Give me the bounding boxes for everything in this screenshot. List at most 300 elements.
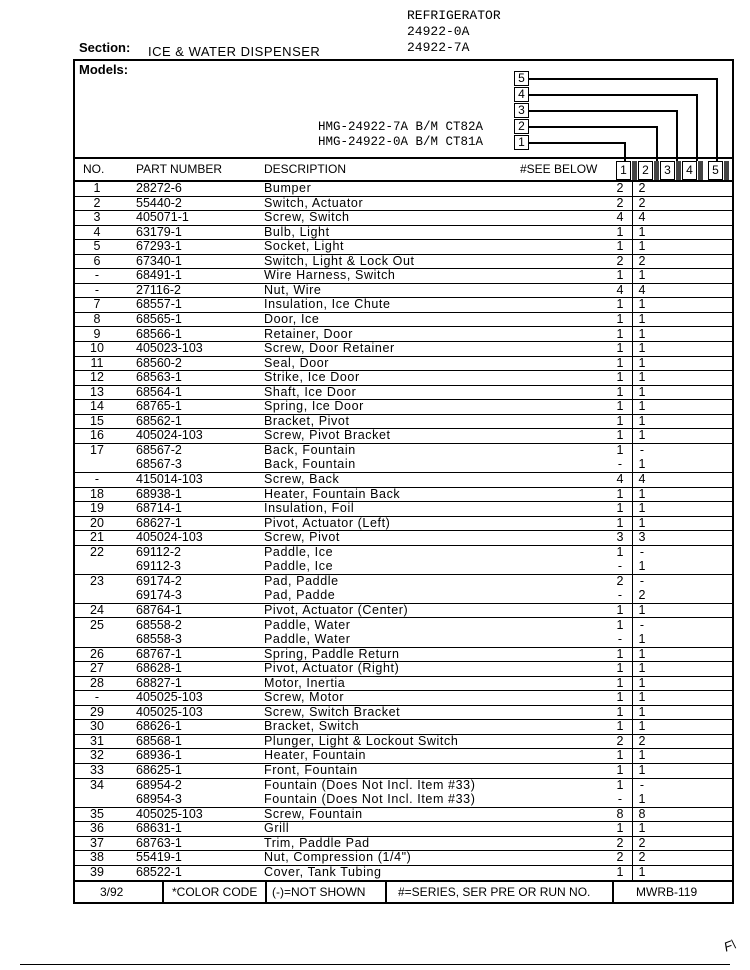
part-description: Paddle, Ice [264,544,334,559]
part-number: 27116-2 [136,282,181,297]
qty-model-1: 1 [616,326,624,341]
qty-model-2: 1 [638,501,646,516]
qty-model-2: 1 [638,719,646,734]
part-description: Shaft, Ice Door [264,384,357,399]
table-row [75,632,732,648]
qty-model-1: - [617,457,623,472]
qty-model-2: - [639,617,645,632]
qty-model-1: 1 [616,428,624,443]
item-number: 29 [90,704,104,719]
part-description: Trim, Paddle Pad [264,835,370,850]
col-header-no: NO. [83,162,105,176]
table-row [75,778,732,793]
part-description: Pivot, Actuator (Center) [264,602,409,617]
leader-line [529,142,625,144]
item-number: 7 [93,297,101,312]
part-description: Heater, Fountain Back [264,486,401,501]
part-number: 68567-3 [136,457,182,472]
part-number: 68954-2 [136,777,182,792]
qty-model-2: 4 [638,210,646,225]
qty-model-2: 3 [638,530,646,545]
qty-model-2: 1 [638,413,646,428]
part-description: Pad, Paddle [264,573,339,588]
table-row [75,428,732,444]
title-line-1: REFRIGERATOR [407,8,501,23]
part-description: Bulb, Light [264,224,330,239]
footer-color-code: *COLOR CODE [172,885,258,899]
section-label: Section: [79,40,131,55]
table-row [75,472,732,488]
part-description: Pivot, Actuator (Left) [264,515,391,530]
part-number: 68491-1 [136,268,182,283]
item-number: 10 [90,341,104,356]
item-number: 9 [93,326,101,341]
col-header-model-4: 4 [682,161,697,180]
leader-line [656,126,658,161]
item-number: 1 [93,181,101,195]
qty-model-2: 1 [638,821,646,836]
part-description: Heater, Fountain [264,748,367,763]
qty-model-1: - [617,559,623,574]
qty-model-2: 1 [638,355,646,370]
table-row [75,181,732,197]
table-row [75,618,732,633]
part-number: 69174-2 [136,573,182,588]
qty-model-2: 1 [638,428,646,443]
footer-date: 3/92 [100,885,124,899]
part-description: Screw, Door Retainer [264,341,395,356]
part-number: 68566-1 [136,326,182,341]
part-description: Switch, Light & Lock Out [264,253,415,268]
model-line-1: HMG-24922-7A B/M CT82A [318,120,484,134]
part-number: 67293-1 [136,239,182,254]
col-header-description: DESCRIPTION [264,162,347,176]
part-number: 68938-1 [136,486,182,501]
item-number: 11 [90,355,104,370]
part-number: 55419-1 [136,850,182,865]
part-description: Plunger, Light & Lockout Switch [264,733,459,748]
footer-divider [265,882,267,902]
footer-series-note: #=SERIES, SER PRE OR RUN NO. [398,885,591,899]
qty-model-2: 2 [638,835,646,850]
item-number: 34 [90,777,104,792]
qty-model-1: 1 [616,442,624,457]
part-description: Bracket, Switch [264,719,360,734]
part-number: 68522-1 [136,864,182,879]
qty-model-1: 1 [616,341,624,356]
qty-model-1: 1 [616,501,624,516]
table-row [75,530,732,546]
part-number: 69112-2 [136,544,181,559]
part-description: Screw, Switch Bracket [264,704,401,719]
part-description: Cover, Tank Tubing [264,864,382,879]
item-number: 5 [93,239,101,254]
footer-document-number: MWRB-119 [636,885,698,899]
table-row [75,443,732,458]
column-shade [676,161,681,180]
col-header-see-below: #SEE BELOW [520,162,598,176]
part-number: 405024-103 [136,530,203,545]
part-number: 405024-103 [136,428,203,443]
table-row [75,647,732,663]
qty-model-2: 1 [638,486,646,501]
qty-model-1: 8 [616,806,624,821]
qty-model-2: 2 [638,195,646,210]
qty-model-2: 2 [638,588,646,603]
part-description: Screw, Switch [264,210,350,225]
item-number: 17 [90,442,104,457]
part-description: Switch, Actuator [264,195,364,210]
part-description: Seal, Door [264,355,330,370]
table-row [75,487,732,503]
part-description: Grill [264,821,290,836]
qty-model-2: 1 [638,311,646,326]
item-number: 21 [90,530,104,545]
part-description: Fountain (Does Not Incl. Item #33) [264,777,476,792]
item-number: 22 [90,544,104,559]
column-shade [632,161,637,180]
qty-model-1: 2 [616,181,624,195]
part-description: Nut, Wire [264,282,322,297]
part-description: Paddle, Water [264,617,351,632]
table-row [75,399,732,415]
table-row [75,516,732,532]
part-number: 68763-1 [136,835,182,850]
table-row [75,370,732,386]
section-value: ICE & WATER DISPENSER [148,44,321,59]
part-number: 68565-1 [136,311,182,326]
column-shade [724,161,729,180]
qty-model-1: 1 [616,675,624,690]
item-number: - [94,268,100,283]
qty-model-2: - [639,573,645,588]
qty-model-2: 1 [638,675,646,690]
item-number: - [94,282,100,297]
part-number: 28272-6 [136,181,182,195]
part-number: 67340-1 [136,253,182,268]
part-number: 68765-1 [136,399,182,414]
item-number: 4 [93,224,101,239]
part-description: Insulation, Foil [264,501,355,516]
table-row [75,588,732,604]
qty-model-2: 1 [638,326,646,341]
qty-model-1: 1 [616,719,624,734]
item-number: 26 [90,646,104,661]
part-description: Spring, Paddle Return [264,646,400,661]
qty-model-1: - [617,588,623,603]
item-number: 35 [90,806,104,821]
qty-model-2: 2 [638,850,646,865]
part-description: Screw, Fountain [264,806,363,821]
item-number: - [94,690,100,705]
part-number: 68558-3 [136,632,182,647]
table-row [75,385,732,401]
part-number: 68626-1 [136,719,182,734]
part-description: Wire Harness, Switch [264,268,396,283]
leader-line [529,110,677,112]
qty-model-1: 2 [616,573,624,588]
leader-line [529,78,717,80]
table-row [75,268,732,284]
table-row [75,341,732,357]
part-description: Back, Fountain [264,457,356,472]
qty-model-2: 1 [638,632,646,647]
item-number: 32 [90,748,104,763]
column-shade [654,161,659,180]
qty-model-2: 1 [638,690,646,705]
item-number: 27 [90,661,104,676]
table-row [75,457,732,473]
footer-divider [612,882,614,902]
qty-model-1: 2 [616,195,624,210]
footer-divider [385,882,387,902]
table-row [75,661,732,677]
item-number: 19 [90,501,104,516]
item-number: 31 [90,733,104,748]
part-number: 68767-1 [136,646,182,661]
qty-model-2: 1 [638,239,646,254]
header-rule [75,157,732,159]
qty-model-2: 1 [638,224,646,239]
table-row [75,225,732,241]
footer-divider [162,882,164,902]
table-row [75,297,732,313]
qty-model-1: 1 [616,413,624,428]
part-number: 68714-1 [136,501,182,516]
qty-model-1: 1 [616,646,624,661]
part-number: 405025-103 [136,704,203,719]
qty-model-1: 1 [616,617,624,632]
item-number: 36 [90,821,104,836]
qty-model-1: 4 [616,282,624,297]
qty-model-1: 1 [616,748,624,763]
part-number: 68563-1 [136,370,182,385]
table-row [75,603,732,619]
column-divider [632,180,633,880]
qty-model-2: 1 [638,646,646,661]
part-number: 405025-103 [136,806,203,821]
qty-model-2: 1 [638,341,646,356]
item-number: 13 [90,384,104,399]
part-number: 68557-1 [136,297,182,312]
qty-model-2: 4 [638,472,646,486]
table-row [75,821,732,837]
item-number: 14 [90,399,104,414]
item-number: 6 [93,253,101,268]
table-row [75,719,732,735]
qty-model-1: 1 [616,355,624,370]
qty-model-2: 2 [638,253,646,268]
item-number: 20 [90,515,104,530]
qty-model-1: 1 [616,544,624,559]
qty-model-1: 2 [616,733,624,748]
part-description: Spring, Ice Door [264,399,364,414]
table-row [75,807,732,823]
table-row [75,748,732,764]
item-number: 3 [93,210,101,225]
qty-model-1: 2 [616,850,624,865]
part-number: 68568-1 [136,733,182,748]
part-number: 55440-2 [136,195,182,210]
qty-model-1: 1 [616,661,624,676]
part-description: Fountain (Does Not Incl. Item #33) [264,792,476,807]
qty-model-2: 1 [638,661,646,676]
title-line-2: 24922-0A [407,24,470,39]
table-row [75,196,732,212]
item-number: 24 [90,602,104,617]
item-number: 23 [90,573,104,588]
part-number: 63179-1 [136,224,182,239]
table-row [75,734,732,750]
qty-model-2: 8 [638,806,646,821]
item-number: 2 [93,195,101,210]
table-row [75,865,732,880]
part-number: 68625-1 [136,763,182,777]
qty-model-1: 1 [616,602,624,617]
part-description: Nut, Compression (1/4") [264,850,412,865]
part-description: Paddle, Water [264,632,351,647]
part-number: 68558-2 [136,617,182,632]
part-description: Pivot, Actuator (Right) [264,661,400,676]
table-row [75,705,732,721]
footer-not-shown: (-)=NOT SHOWN [272,885,366,899]
qty-model-1: 1 [616,384,624,399]
part-description: Bracket, Pivot [264,413,350,428]
column-shade [698,161,703,180]
item-number: - [94,472,100,486]
table-row [75,239,732,255]
leader-line [529,94,697,96]
table-row [75,850,732,866]
qty-model-2: 1 [638,748,646,763]
table-row [75,676,732,692]
qty-model-1: 1 [616,311,624,326]
table-row [75,283,732,299]
item-number: 12 [90,370,104,385]
item-number: 37 [90,835,104,850]
qty-model-2: - [639,544,645,559]
table-row [75,327,732,343]
qty-model-1: 4 [616,210,624,225]
qty-model-2: 1 [638,704,646,719]
item-number: 16 [90,428,104,443]
qty-model-2: 1 [638,399,646,414]
qty-model-2: 1 [638,370,646,385]
leader-line [529,126,657,128]
part-description: Screw, Motor [264,690,345,705]
qty-model-1: 1 [616,864,624,879]
qty-model-2: 1 [638,457,646,472]
models-label: Models: [79,62,129,77]
qty-model-1: 1 [616,239,624,254]
part-description: Paddle, Ice [264,559,334,574]
table-row [75,414,732,430]
table-row [75,836,732,852]
qty-model-1: 1 [616,486,624,501]
model-number-5: 5 [514,71,529,86]
col-header-model-5: 5 [708,161,723,180]
model-number-4: 4 [514,87,529,102]
col-header-model-2: 2 [638,161,653,180]
part-number: 68560-2 [136,355,182,370]
item-number: 39 [90,864,104,879]
qty-model-1: 1 [616,515,624,530]
page-bottom-line [20,964,730,965]
model-number-3: 3 [514,103,529,118]
part-description: Motor, Inertia [264,675,346,690]
table-row [75,312,732,328]
part-description: Front, Fountain [264,763,358,777]
part-description: Socket, Light [264,239,345,254]
qty-model-2: 1 [638,515,646,530]
table-row [75,559,732,575]
qty-model-1: 1 [616,268,624,283]
item-number: 30 [90,719,104,734]
qty-model-2: 1 [638,792,646,807]
qty-model-1: - [617,632,623,647]
part-number: 68764-1 [136,602,182,617]
part-description: Screw, Pivot Bracket [264,428,391,443]
margin-mark: F\ [721,936,738,955]
qty-model-2: - [639,777,645,792]
table-row [75,210,732,226]
part-number: 405071-1 [136,210,189,225]
table-row [75,356,732,372]
model-number-1: 1 [514,135,529,150]
part-number: 69174-3 [136,588,182,603]
part-number: 68827-1 [136,675,182,690]
item-number: 33 [90,763,104,777]
qty-model-2: 1 [638,559,646,574]
table-row [75,501,732,517]
item-number: 28 [90,675,104,690]
item-number: 38 [90,850,104,865]
qty-model-2: 2 [638,181,646,195]
qty-model-2: 4 [638,282,646,297]
qty-model-1: 1 [616,399,624,414]
qty-model-1: 2 [616,835,624,850]
table-row [75,545,732,560]
qty-model-2: 1 [638,864,646,879]
part-number: 68562-1 [136,413,182,428]
qty-model-2: 1 [638,763,646,777]
qty-model-1: 3 [616,530,624,545]
model-number-2: 2 [514,119,529,134]
table-row [75,792,732,808]
part-number: 68564-1 [136,384,182,399]
model-line-2: HMG-24922-0A B/M CT81A [318,135,484,149]
qty-model-1: 1 [616,370,624,385]
table-row [75,763,732,779]
table-row [75,574,732,589]
item-number: 8 [93,311,101,326]
document-title [407,8,501,56]
part-description: Strike, Ice Door [264,370,360,385]
qty-model-2: 1 [638,602,646,617]
table-row [75,254,732,270]
part-description: Back, Fountain [264,442,356,457]
qty-model-2: - [639,442,645,457]
part-description: Door, Ice [264,311,320,326]
qty-model-1: 1 [616,821,624,836]
item-number: 25 [90,617,104,632]
item-number: 15 [90,413,104,428]
leader-line [676,110,678,161]
qty-model-2: 1 [638,384,646,399]
leader-line [696,94,698,161]
col-header-model-3: 3 [660,161,675,180]
part-description: Pad, Padde [264,588,336,603]
